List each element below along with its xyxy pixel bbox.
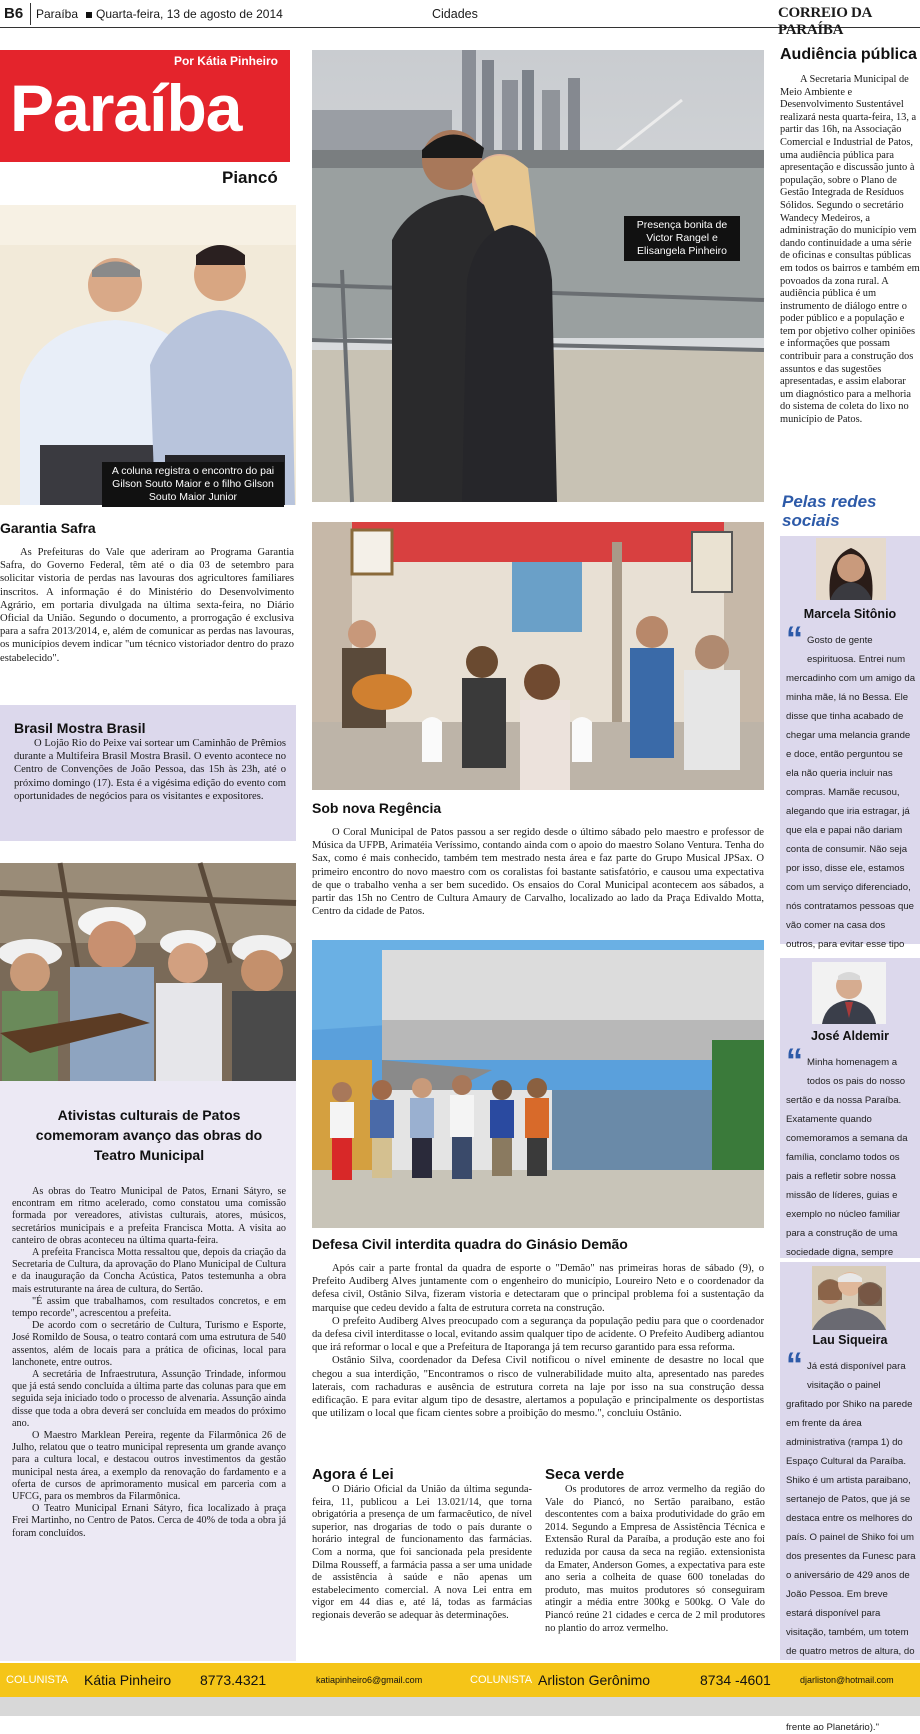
- agora-body: [312, 1484, 532, 1623]
- agora-title: Agora é Lei: [312, 1466, 394, 1483]
- social-text-marcela: Gosto de gente espirituosa. Entrei num mercadinho com um amigo da minha mãe, lá no Bessa. Ele disse que tinha acabado de chegar uma melancia grande e doce, então perguntou se ela não queria incluir nas compras. Mamãe recusou, alegando que iria estragar, já que ela e papai não dariam conta de consumir. Não seja por isso, disse ele, estamos com um serviço diferenciado, nós contratamos pessoas que vão comer na casa dos outros, para evitar esse tipo: [786, 635, 916, 950]
- garantia-title: Garantia Safra: [0, 520, 96, 536]
- page-header: [0, 0, 920, 38]
- defesa-p2: O prefeito Audiberg Alves preocupado com a segurança da população pediu para que o coordenador da defesa civil interditasse o local, evitando assim qualquer tipo de acidente. O Prefeito Audiberg adiantou que irá reformar o local e que a Prefeitura de Itaporanga já tem recurso garantido para essa reforma.: [312, 1315, 764, 1354]
- agora-text: O Diário Oficial da União da última segunda-feira, 11, publicou a Lei 13.021/14, que torna obrigatória a presença de um farmacêutico, de nível superior, nas drogarias de todo o país durante o horário integral de funcionamento das farmácias. Com a norma, que foi sancionada pela presidente Dilma Rousseff, a farmácia passa a ser uma unidade de assistência à saúde e não apenas um estabelecimento comercial. A nova Lei entra em vigor em 44 dias e, até lá, todas as farmácias regionais deverão se adequar às determinações.: [312, 1484, 532, 1621]
- footer-bar: [0, 1663, 920, 1697]
- footer-label-1: COLUNISTA: [6, 1674, 69, 1686]
- header-section-center: Cidades: [432, 7, 478, 21]
- photo-father-son: [0, 205, 296, 505]
- ativistas-p7: O Teatro Municipal Ernani Sátyro, fica localizado à praça Frei Martinho, no Centro de Patos. Cerca de 40% de toda a obra já foram concluídos.: [12, 1503, 286, 1539]
- ativistas-title: Ativistas culturais de Patos comemoram avanço das obras do Teatro Municipal: [35, 1107, 263, 1163]
- social-text-jose: Minha homenagem a todos os pais do nosso sertão e da nossa Paraíba. Exatamente quando comemoramos a semana da família, conclamo todos os pais a refletir sobre nossa missão de líderes, guias e exemplo no núcleo familiar para a construção de uma sociedade digna, sempre: [786, 1057, 908, 1258]
- page-bottom-band: [0, 1697, 920, 1716]
- seca-body: [545, 1484, 765, 1635]
- garantia-body: [0, 546, 294, 665]
- photo-couple: [312, 50, 764, 502]
- social-name-marcela: Marcela Sitônio: [803, 607, 897, 621]
- ativistas-p3: "É assim que trabalhamos, com resultados concretos, e em tempo recorde", acrescentou a prefeita.: [12, 1295, 286, 1320]
- ativistas-p1: As obras do Teatro Municipal de Patos, Ernani Sátyro, se encontram em ritmo acelerado, como constatou uma comissão formada por vereadores, ativistas culturais, atores, músicos, secretários municipais e a prefeita Francisca Motta. A visita ao canteiro de obras aconteceu na última quarta-feira.: [12, 1186, 286, 1246]
- photo-construction-visit: [0, 863, 296, 1081]
- defesa-title: Defesa Civil interdita quadra do Ginásio Demão: [312, 1236, 628, 1252]
- ativistas-body: [12, 1186, 286, 1540]
- avatar-lau: [812, 1266, 886, 1330]
- audiencia-body: [780, 74, 920, 427]
- column-byline: Por Kátia Pinheiro: [173, 54, 278, 68]
- footer-label-2: COLUNISTA: [470, 1674, 533, 1686]
- regencia-body: [312, 826, 764, 918]
- avatar-marcela: [816, 538, 886, 600]
- audiencia-title: Audiência pública: [780, 46, 917, 63]
- photo-couple-caption: Presença bonita de Victor Rangel e Elisangela Pinheiro: [624, 216, 740, 261]
- seca-text: Os produtores de arroz vermelho da região do Vale do Piancó, no Sertão paraibano, estão descontentes com a baixa produtividade do grão em 2014. Segundo a Empresa de Assistência Técnica e Extensão Rural da Paraíba, a produção este ano foi reduzida por causa da seca na região. extensionista da Emater, Anderson Gomes, a expectativa para este ano seria a colheita de quase 600 toneladas do produto, mas muitos produtores só conseguiram atingir a média entre 300kg e 500kg. O Vale do Piancó reúne 21 cidades e cerca de 2 mil produtores no plantio do arroz vermelho.: [545, 1484, 765, 1634]
- brasil-body: [14, 737, 286, 803]
- ativistas-p5: A secretária de Infraestrutura, Assunção Trindade, informou que já está sendo concluída a última parte das colunas para que em seguida seja iniciado todo o processo de alvenaria. Assunção ainda disse que toda a obra deverá ser concluída em meados do próximo ano.: [12, 1369, 286, 1429]
- ativistas-p4: De acordo com o secretário de Cultura, Turismo e Esporte, José Romildo de Sousa, o teatro contará com uma estrutura de 540 assentos, além de locais para a prática de oficinas, local para lanchonete, entre outros.: [12, 1320, 286, 1368]
- social-name-jose: José Aldemir: [810, 1029, 890, 1043]
- brasil-title: Brasil Mostra Brasil: [14, 720, 146, 736]
- defesa-p3: Ostânio Silva, coordenador da Defesa Civil notificou o nível eminente de desastre no local que chegou a sua interdição, "Encontramos o risco de vulnerabilidade muito alta, apresentado nas paredes laterais, com rachaduras e ausência de estrutura correta na laje por isso na sua construção dessa edificação. E para evitar algum tipo de desastre, alertamos a população e principalmente os desportistas que utilizam o local que ficam cientes sobre a proibição do mesmo.", concluiu Ostânio.: [312, 1355, 764, 1420]
- header-bullet: [86, 12, 92, 18]
- masthead-logo: CORREIO DA PARAÍBA: [778, 5, 872, 38]
- social-title: Pelas redes sociais: [782, 492, 877, 530]
- quote-icon: “: [786, 1346, 803, 1384]
- footer-name-1: Kátia Pinheiro: [84, 1672, 172, 1688]
- social-name-lau: Lau Siqueira: [812, 1333, 888, 1347]
- header-divider: [30, 3, 31, 25]
- footer-name-2: Arliston Gerônimo: [538, 1672, 651, 1688]
- audiencia-text: A Secretaria Municipal de Meio Ambiente e Desenvolvimento Sustentável realizará nesta quarta-feira, 13, a partir das 16h, na Associação Comercial e Industrial de Patos, uma audiência pública para apresentação e discussão junto à população, sobre o Plano de Gestão Integrada de Resíduos Sólidos. Segundo o secretário Wandecy Medeiros, a administração do município vem dando continuidade a uma série de oficinas e consultas públicas em todos os bairros e também em povoados da zona rural. A audiência pública é um instrumento de diálogo entre o poder público e a população e tem por objetivo colher opiniões e informações que possam contribuir para a construção dos assuntos e das sugestões apresentadas, e assim elaborar um diagnóstico para a melhoria do sistema de coleta do lixo no município de Patos.: [780, 74, 920, 426]
- social-text-lau: Já está disponível para visitação o painel grafitado por Shiko na parede em frente da área administrativa (rampa 1) do Espaço Cultural da Paraíba. Shiko é um artista paraibano, sertanejo de Patos, que já se destaca entre os melhores do país. O painel de Shiko foi um dos presentes da Funesc para o aniversário de 429 anos de João Pessoa. Em breve estará disponível para visitação, também, um totem de quatro metros de altura, do frente ao Planetário).": [786, 1361, 916, 1733]
- defesa-body: [312, 1262, 764, 1420]
- social-post-jose: [786, 1042, 916, 1297]
- garantia-text: As Prefeituras do Vale que aderiram ao Programa Garantia Safra, do Governo Federal, têm até o dia 03 de setembro para solicitar vistoria de perdas nas lavouras dos agricultores familiares inscritos. A informação é do Ministério do Desenvolvimento Agrário, em portaria divulgada na última sexta-feira, no Diário Oficial da União. Segundo o documento, a prorrogação é exclusiva para a safra 2013/2014, e, além de comunicar as perdas nas lavouras, os municípios devem indicar "um técnico vistoriador dentro do prazo estabelecido".: [0, 547, 294, 664]
- brasil-text: O Lojão Rio do Peixe vai sortear um Caminhão de Prêmios durante a Multifeira Brasil Mostra Brasil. O evento acontece no Centro de Convenções de João Pessoa, das 15h às 23h, até o próximo domingo (17). Esta é a vigésima edição do evento com oportunidades de negócios para os visitantes e expositores.: [14, 738, 286, 802]
- header-date: Quarta-feira, 13 de agosto de 2014: [96, 7, 283, 21]
- regencia-title: Sob nova Regência: [312, 800, 442, 816]
- column-title: Paraíba: [10, 71, 242, 145]
- footer-phone-2: 8734 -4601: [700, 1672, 771, 1688]
- quote-icon: “: [786, 1042, 803, 1080]
- photo-coral: [312, 522, 764, 790]
- footer-email-2: djarliston@hotmail.com: [800, 1675, 894, 1685]
- column-city: Piancó: [222, 168, 278, 187]
- header-section: Paraíba: [36, 7, 79, 21]
- photo-father-son-caption: A coluna registra o encontro do pai Gilson Souto Maior e o filho Gilson Souto Maior Junior: [102, 462, 284, 507]
- ativistas-p6: O Maestro Marklean Pereira, regente da Filarmônica 26 de Julho, relatou que o teatro municipal representa um grande avanço para a cultura local, e destacou outros investimentos da gestão municipal nesta área, a exemplo da renovação do fardamento e a oferta de cursos de aprimoramento musical em parceria com a UFCG, para os membros da Filarmônica.: [12, 1430, 286, 1503]
- seca-title: Seca verde: [545, 1466, 625, 1483]
- ativistas-p2: A prefeita Francisca Motta ressaltou que, depois da criação da Secretaria de Cultura, da aprovação do Plano Municipal de Cultura e da inauguração da Concha Acústica, Patos testemunha a obra mais estruturante na área de cultura, do Sertão.: [12, 1247, 286, 1295]
- column-title-block: [0, 50, 290, 162]
- regencia-text: O Coral Municipal de Patos passou a ser regido desde o último sábado pelo maestro e professor de Música da UFPB, Arimatéia Veríssimo, contando ainda com o apoio do maestro Solano Ventura. Tenha do Sax, como é mais conhecido, também tem mestrado nesta área e faz parte do Grupo Musical JPSax. O primeiro encontro do novo maestro com os coralistas foi bastante satisfatório, e causou uma expectativa de que o trabalho venha a ser bem sucedido. Os ensaios do Coral Municipal acontecem aos sábados, a partir das 15h no Centro de Cultura Amaury de Carvalho, localizado ao lado da Praça Edivaldo Motta, Centro da cidade de Patos.: [312, 827, 764, 918]
- avatar-jose: [812, 962, 886, 1024]
- footer-phone-1: 8773.4321: [200, 1672, 267, 1688]
- page-number: B6: [4, 5, 24, 22]
- quote-icon: “: [786, 620, 803, 658]
- photo-ginasio: [312, 940, 764, 1228]
- defesa-p1: Após cair a parte frontal da quadra de esporte o "Demão" nas primeiras horas de sábado (9), o Prefeito Audiberg Alves juntamente com o engenheiro do município, Loureiro Neto e o coordenador da defesa civil, Ostânio Silva, fizeram vistoria e detectaram que o principal problema foi a sustentação da marquise que cedeu devido a falta de estrutura correta na construção.: [312, 1263, 764, 1314]
- footer-email-1: katiapinheiro6@gmail.com: [316, 1675, 423, 1685]
